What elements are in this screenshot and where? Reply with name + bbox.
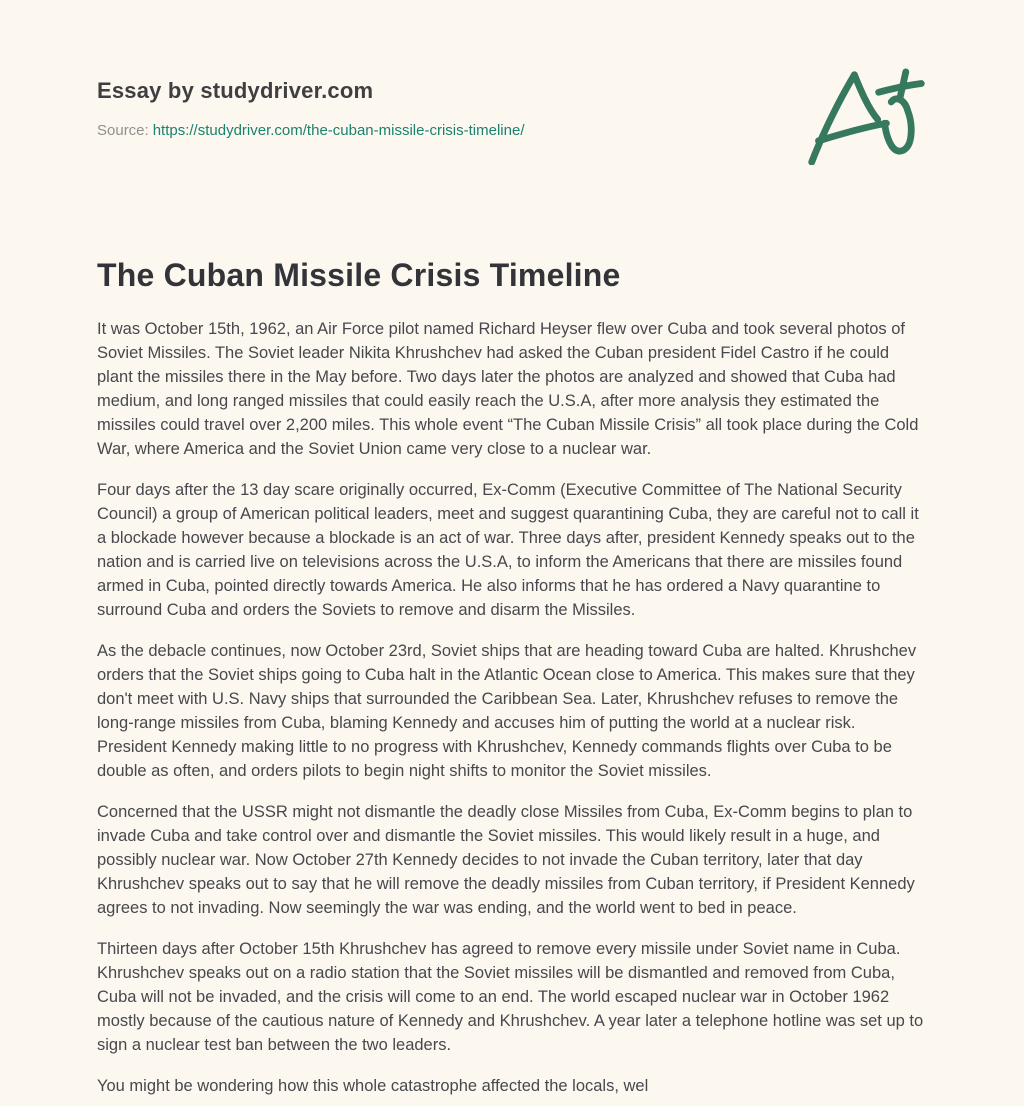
- source-link[interactable]: https://studydriver.com/the-cuban-missile-crisis-timeline/: [152, 122, 525, 139]
- page-header: [97, 78, 927, 165]
- a-plus-logo-icon: [807, 68, 927, 165]
- paragraph-6-truncated: You might be wondering how this whole catastrophe affected the locals, wel: [97, 1077, 649, 1095]
- article-body: [97, 317, 927, 1098]
- source-row: [97, 122, 524, 139]
- paragraph-5: Thirteen days after October 15th Khrushchev has agreed to remove every missile under Soviet name in Cuba. Khrushchev speaks out on a radio station that the Soviet missiles will be dismantled and removed from Cuba, Cuba will not be invaded, and the crisis will come to an end. The world escaped nuclear war in October 1962 mostly because of the cautious nature of Kennedy and Khrushchev. A year later a telephone hotline was set up to sign a nuclear test ban between the two leaders.: [97, 940, 924, 1054]
- paragraph-3: As the debacle continues, now October 23rd, Soviet ships that are heading toward Cuba are halted. Khrushchev orders that the Soviet ships going to Cuba halt in the Atlantic Ocean close to America. This makes sure that they don't meet with U.S. Navy ships that surrounded the Caribbean Sea. Later, Khrushchev refuses to remove the long-range missiles from Cuba, blaming Kennedy and accuses him of putting the world at a nuclear risk. President Kennedy making little to no progress with Khrushchev, Kennedy commands flights over Cuba to be double as often, and orders pilots to begin night shifts to monitor the Soviet missiles.: [97, 642, 917, 780]
- essay-byline: Essay by studydriver.com: [97, 78, 374, 103]
- paragraph-2: Four days after the 13 day scare originally occurred, Ex-Comm (Executive Committee of The National Security Council) a group of American political leaders, meet and suggest quarantining Cuba, they are careful not to call it a blockade however because a blockade is an act of war. Three days after, president Kennedy speaks out to the nation and is carried live on televisions across the U.S.A, to inform the Americans that there are missiles found armed in Cuba, pointed directly towards America. He also informs that he has ordered a Navy quarantine to surround Cuba and orders the Soviets to remove and disarm the Missiles.: [97, 481, 919, 619]
- studydriver-logo: [807, 68, 927, 165]
- paragraph-4: Concerned that the USSR might not dismantle the deadly close Missiles from Cuba, Ex-Comm begins to plan to invade Cuba and take control over and dismantle the Soviet missiles. This would likely result in a huge, and possibly nuclear war. Now October 27th Kennedy decides to not invade the Cuban territory, later that day Khrushchev speaks out to say that he will remove the deadly missiles from Cuban territory, if President Kennedy agrees to not invading. Now seemingly the war was ending, and the world went to bed in peace.: [97, 803, 915, 917]
- paragraph-1: It was October 15th, 1962, an Air Force pilot named Richard Heyser flew over Cuba and took several photos of Soviet Missiles. The Soviet leader Nikita Khrushchev had asked the Cuban president Fidel Castro if he could plant the missiles there in the May before. Two days later the photos are analyzed and showed that Cuba had medium, and long ranged missiles that could easily reach the U.S.A, after more analysis they estimated the missiles could travel over 2,200 miles. This whole event “The Cuban Missile Crisis” all took place during the Cold War, where America and the Soviet Union came very close to a nuclear war.: [97, 320, 919, 458]
- article-title: The Cuban Missile Crisis Timeline: [97, 257, 621, 293]
- header-left: [97, 78, 524, 139]
- source-label: Source:: [97, 122, 149, 139]
